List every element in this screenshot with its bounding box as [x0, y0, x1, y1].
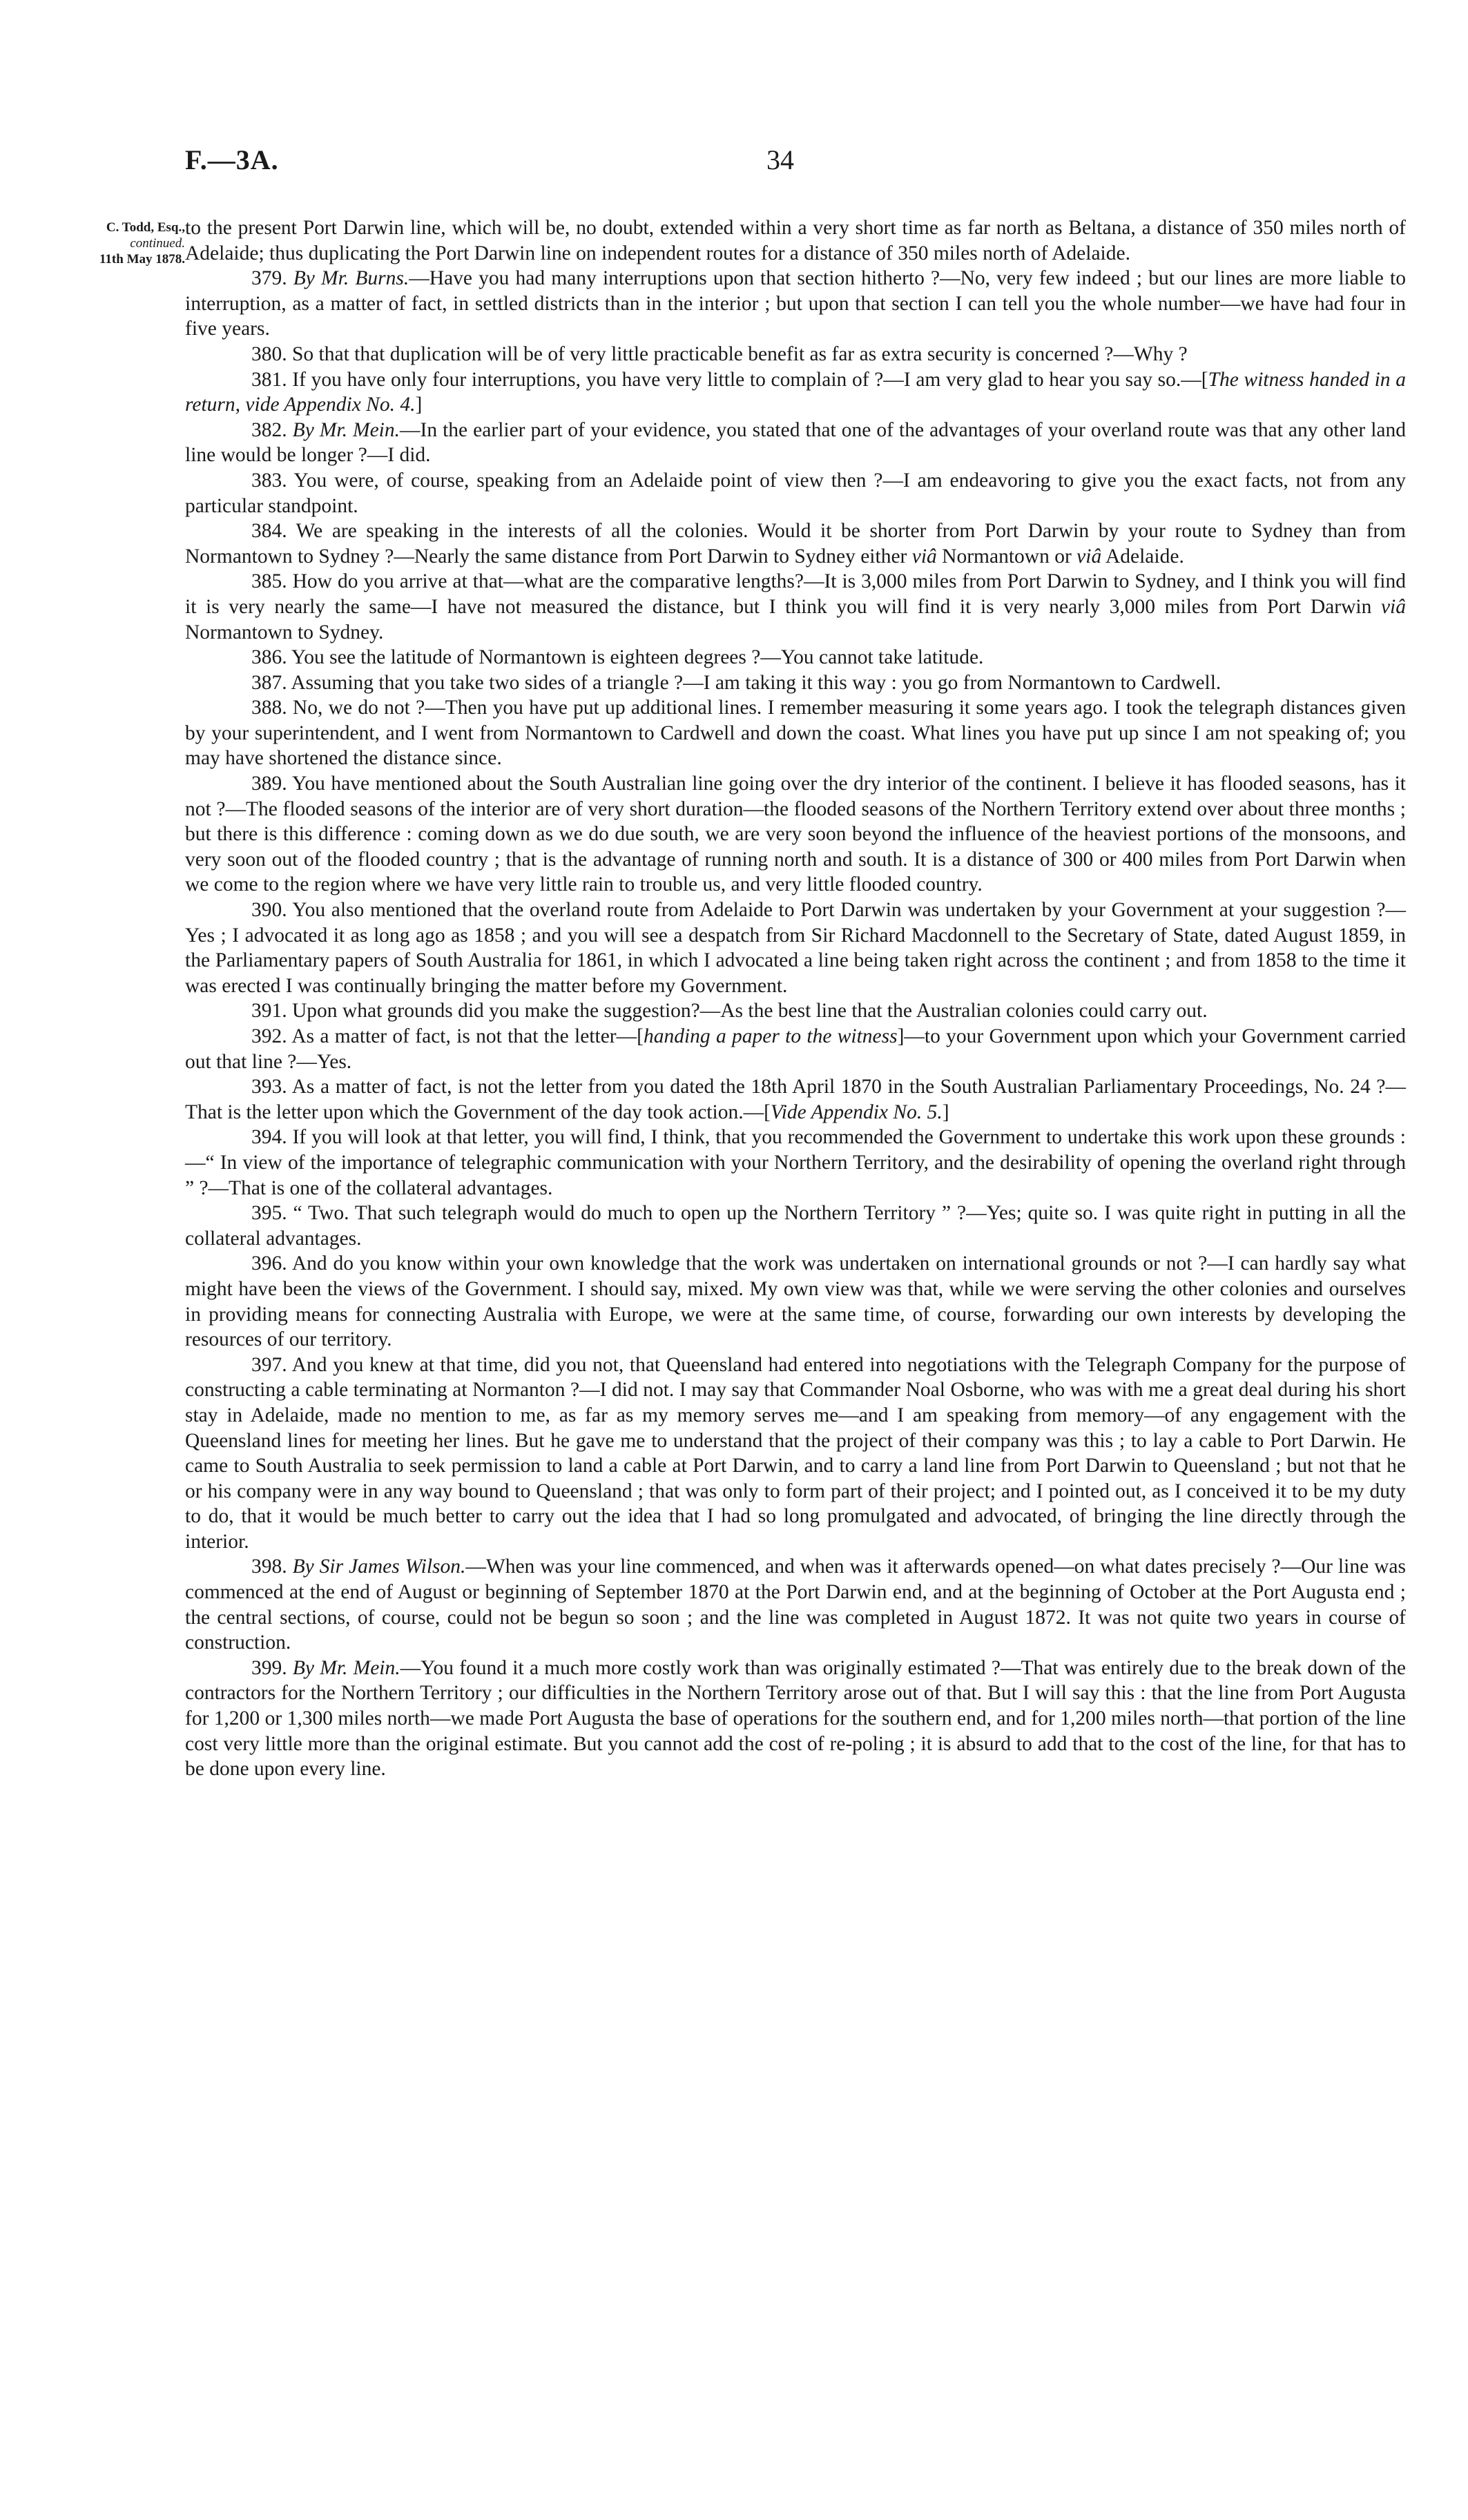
- paragraph-text: 392. As a matter of fact, is not that the letter—[: [251, 1025, 644, 1047]
- paragraph: [185, 1125, 1406, 1201]
- paragraph: [185, 468, 1406, 518]
- paragraph-text: —You found it a much more costly work than was originally estimated ?—That was entirely due to the break down of the contractors for the Northern Territory ; our difficulties in the Northern Territory arose out of that. But I will say this : that the line from Port Augusta for 1,200 or 1,300 miles north—we made Port Augusta the base of operations for the southern end, and for 1,200 miles north—that portion of the line cost very little more than the original estimate. But you cannot add the cost of re-poling ; it is absurd to add that to the cost of the line, for that has to be done upon every line.: [185, 1656, 1407, 1781]
- paragraph-text: 389. You have mentioned about the South Australian line going over the dry interior of the continent. I believe it has flooded seasons, has it not ?—The flooded seasons of the interior are of very short duration—the flooded seasons of the Northern Territory extend over about three months ; but there is this difference : coming down as we do due south, we are very soon beyond the influence of the heaviest portions of the monsoons, and very soon out of the flooded country ; that is the advantage of running north and south. It is a distance of 300 or 400 miles from Port Darwin when we come to the region where we have very little rain to trouble us, and very little flooded country.: [185, 773, 1406, 896]
- paragraph-text: ]: [415, 394, 423, 416]
- paragraph: [185, 1201, 1406, 1251]
- paragraph-text: —In the earlier part of your evidence, you stated that one of the advantages of your overland route was that any other land line would be longer ?—I did.: [185, 418, 1406, 467]
- paragraph: [185, 367, 1406, 418]
- paragraph-text: 388. No, we do not ?—Then you have put up additional lines. I remember measuring it some years ago. I took the telegraph distances given by your superintendent, and I went from Normantown to Cardwell and down the coast. What lines you have put up since I am not speaking of; you may have shortened the distance since.: [185, 697, 1406, 770]
- paragraph-text: 379.: [251, 267, 293, 290]
- italic-text: Vide Appendix No. 5.: [770, 1101, 943, 1123]
- paragraph-text: 385. How do you arrive at that—what are the comparative lengths?—It is 3,000 miles from Port Darwin to Sydney, and I think you will find it is very nearly the same—I have not measured the distance, but I think you will find it is very nearly 3,000 miles from Port Darwin: [185, 570, 1406, 618]
- paragraph: [185, 418, 1406, 468]
- paragraph-text: 397. And you knew at that time, did you not, that Queensland had entered into negotiations with the Telegraph Company for the purpose of constructing a cable terminating at Normanton ?—I did not. I may say that Commander Noal Osborne, who was with me a great deal during his short stay in Adelaide, made no mention to me, as far as my memory serves me—and I am speaking from memory—of any engagement with the Queensland lines for meeting her lines. But he gave me to understand that the project of their company was this ; to lay a cable to Port Darwin. He came to South Australia to seek permission to land a cable at Port Darwin, and to carry a land line from Port Darwin to Queensland ; but not that he or his company were in any way bound to Queensland ; that was only to form part of their project; and I pointed out, as I conceived it to be my duty to do, that it would be much better to carry out the idea that I had so long promulgated and advocated, of bringing the line directly through the interior.: [185, 1353, 1406, 1553]
- italic-text: handing a paper to the witness: [643, 1025, 898, 1047]
- paragraph-text: 383. You were, of course, speaking from an Adelaide point of view then ?—I am endeavoring to give you the exact facts, not from any particular standpoint.: [185, 469, 1406, 517]
- paragraph-text: 381. If you have only four interruptions, you have very little to complain of ?—I am very glad to hear you say so.—[: [251, 368, 1208, 391]
- page-number: 34: [766, 144, 794, 175]
- paragraph-text: Normantown or: [936, 545, 1077, 568]
- paragraph-text: 394. If you will look at that letter, you will find, I think, that you recommended the Government to undertake this work upon these grounds :—“ In view of the importance of telegraphic communication with your Northern Territory, and the desirability of opening the overland right through ” ?—That is one of the collateral advantages.: [185, 1126, 1406, 1199]
- italic-text: viâ: [1380, 595, 1406, 618]
- paragraph-text: —Have you had many interruptions upon that section hitherto ?—No, very few indeed ; but our lines are more liable to interruption, as a matter of fact, in settled districts than in the interior ; but upon that section I can tell you the whole number—we have had four in five years.: [185, 267, 1406, 340]
- paragraph-text: 386. You see the latitude of Normantown is eighteen degrees ?—You cannot take latitude.: [251, 646, 984, 669]
- italic-text: By Mr. Mein.: [292, 1656, 400, 1679]
- paragraph-text: —When was your line commenced, and when was it afterwards opened—on what dates precisely ?—Our line was commenced at the end of August or beginning of September 1870 at the Port Darwin end, and at the beginning of October at the Port Augusta end ; the central sections, of course, could not be begun so soon ; and the line was completed in August 1872. It was not quite two years in course of construction.: [185, 1555, 1406, 1654]
- paragraph: [185, 1251, 1406, 1352]
- document-reference: F.—3A.: [185, 144, 279, 175]
- paragraph: [185, 998, 1406, 1024]
- paragraph-text: 390. You also mentioned that the overland route from Adelaide to Port Darwin was undertaken by your Government at your suggestion ?—Yes ; I advocated it as long ago as 1858 ; and you will see a despatch from Sir Richard Macdonnell to the Secretary of State, dated August 1859, in the Parliamentary papers of South Australia for 1861, in which I advocated a line being taken right across the continent ; and from 1858 to the time it was erected I was continually bringing the matter before my Government.: [185, 899, 1406, 997]
- italic-text: By Mr. Mein.: [292, 418, 400, 441]
- evidence-text: [185, 215, 1406, 1782]
- margin-note-date: 11th May 1878.: [99, 252, 185, 266]
- margin-note-continued: continued.: [130, 236, 185, 251]
- paragraph-text: 391. Upon what grounds did you make the suggestion?—As the best line that the Australian colonies could carry out.: [251, 1000, 1208, 1022]
- paragraph: [185, 1554, 1406, 1655]
- paragraph-text: 382.: [251, 418, 293, 441]
- paragraph: [185, 518, 1406, 569]
- margin-note: [29, 220, 185, 267]
- paragraph: [185, 1074, 1406, 1125]
- paragraph-text: 393. As a matter of fact, is not the letter from you dated the 18th April 1870 in the South Australian Parliamentary Proceedings, No. 24 ?—That is the letter upon which the Government of the day took action.—[: [185, 1076, 1406, 1123]
- italic-text: By Sir James Wilson.: [292, 1555, 466, 1578]
- paragraph-text: to the present Port Darwin line, which will be, no doubt, extended within a very short time as far north as Beltana, a distance of 350 miles north of Adelaide; thus duplicating the Port Darwin line on independent routes for a distance of 350 miles north of Adelaide.: [185, 217, 1406, 264]
- paragraph: [185, 645, 1406, 670]
- paragraph-text: 398.: [251, 1555, 293, 1578]
- italic-text: By Mr. Burns.: [293, 267, 409, 290]
- italic-text: viâ: [1076, 545, 1102, 568]
- paragraph-text: Adelaide.: [1101, 545, 1184, 568]
- paragraph: [185, 266, 1406, 342]
- paragraph-text: 384. We are speaking in the interests of all the colonies. Would it be shorter from Port Darwin by your route to Sydney than from Normantown to Sydney ?—Nearly the same distance from Port Darwin to Sydney either: [185, 520, 1406, 568]
- paragraph: [185, 695, 1406, 771]
- paragraph-text: ]: [942, 1101, 949, 1123]
- italic-text: The witness handed in a return, vide Appendix No. 4.: [185, 368, 1406, 416]
- paragraph: [185, 342, 1406, 367]
- paragraph: [185, 569, 1406, 645]
- paragraph-text: 395. “ Two. That such telegraph would do much to open up the Northern Territory ” ?—Yes; quite so. I was quite right in putting in all the collateral advantages.: [185, 1202, 1406, 1250]
- paragraph: [185, 670, 1406, 696]
- paragraph: [185, 1353, 1406, 1555]
- paragraph-text: 387. Assuming that you take two sides of a triangle ?—I am taking it this way : you go from Normantown to Cardwell.: [251, 671, 1221, 694]
- paragraph: [185, 771, 1406, 898]
- paragraph-text: 396. And do you know within your own knowledge that the work was undertaken on international grounds or not ?—I can hardly say what might have been the views of the Government. I should say, mixed. My own view was that, while we were serving the other colonies and ourselves in providing means for connecting Australia with Europe, we were at the same time, of course, forwarding our own interests by developing the resources of our territory.: [185, 1252, 1406, 1351]
- paragraph: [185, 1656, 1406, 1782]
- margin-note-name: C. Todd, Esq.,: [106, 220, 185, 235]
- paragraph-text: 380. So that that duplication will be of very little practicable benefit as far as extra security is concerned ?—Why ?: [251, 342, 1188, 365]
- paragraph-text: ]—to your Government upon which your Government carried out that line ?—Yes.: [185, 1025, 1406, 1073]
- paragraph: [185, 1024, 1406, 1074]
- paragraph: [185, 215, 1406, 266]
- paragraph-text: 399.: [251, 1656, 293, 1679]
- italic-text: viâ: [911, 545, 937, 568]
- paragraph-text: Normantown to Sydney.: [185, 621, 384, 643]
- paragraph: [185, 898, 1406, 998]
